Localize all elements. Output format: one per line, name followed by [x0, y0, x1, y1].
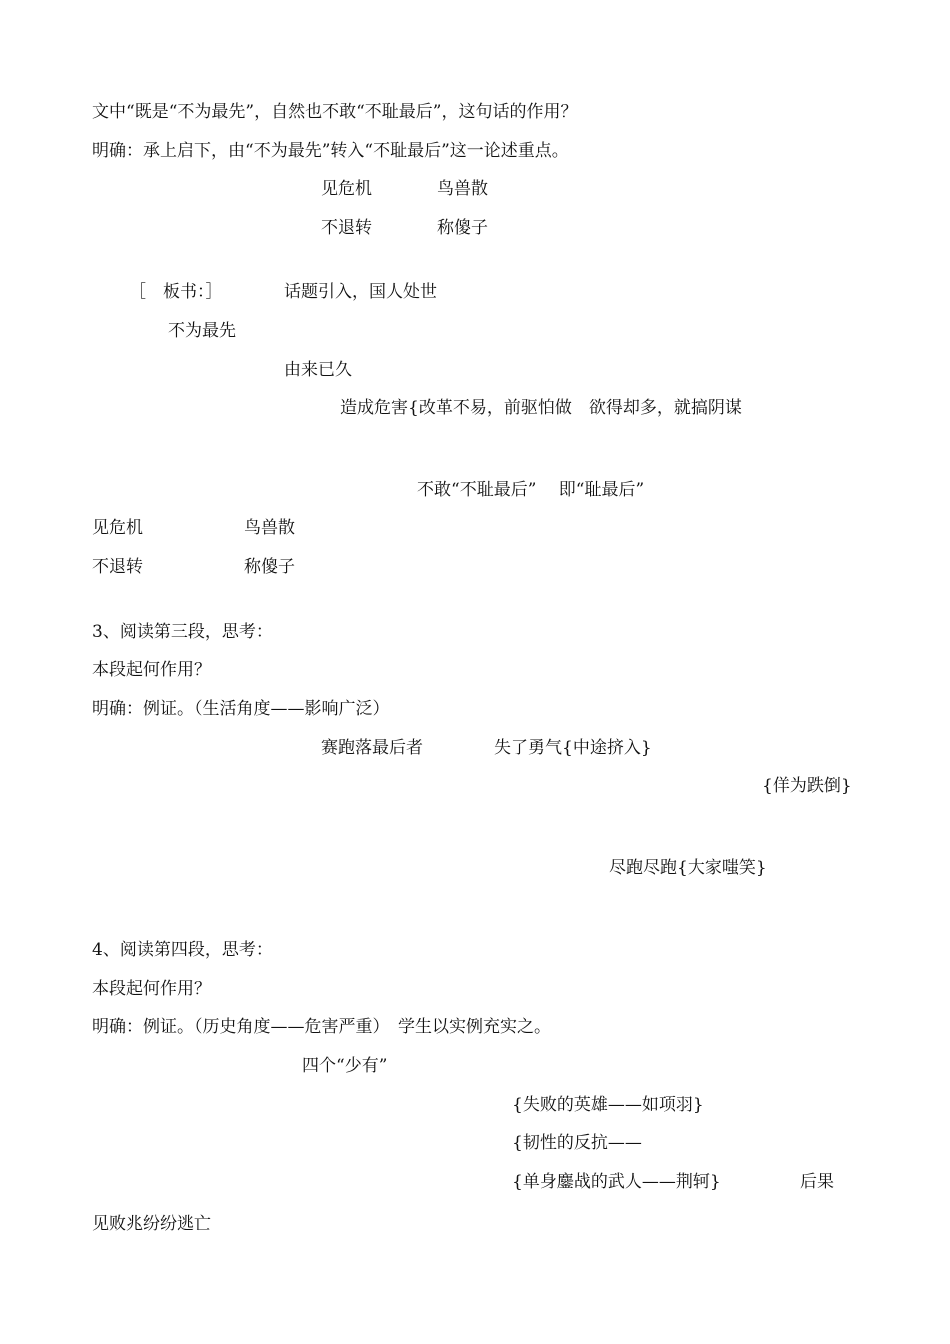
- board-text: 尽跑尽跑{大家嗤笑}: [609, 858, 767, 878]
- board-text: 话题引入，国人处世: [284, 282, 437, 302]
- section-heading: 3、阅读第三段，思考：: [92, 622, 273, 642]
- board-text: 后果: [800, 1172, 834, 1192]
- diagram-label: 不退转: [92, 557, 143, 577]
- board-text: 失了勇气{中途挤入}: [494, 738, 652, 758]
- board-text: 赛跑落最后者: [321, 738, 423, 758]
- board-text: 不为最先: [168, 321, 236, 341]
- board-text: {韧性的反抗——: [512, 1133, 642, 1153]
- board-text: 造成危害{改革不易，前驱怕做 欲得却多，就搞阴谋: [340, 398, 742, 418]
- diagram-label: 鸟兽散: [244, 518, 295, 538]
- diagram-label: 称傻子: [244, 557, 295, 577]
- question-text-line: 文中“既是“不为最先”，自然也不敢“不耻最后”，这句话的作用？: [92, 102, 578, 122]
- answer-text-line: 明确：例证。（生活角度——影响广泛）: [92, 699, 390, 719]
- diagram-label: 称傻子: [437, 218, 488, 238]
- board-text: {失败的英雄——如项羽}: [512, 1095, 704, 1115]
- diagram-label: 见危机: [321, 179, 372, 199]
- question-text-line: 本段起何作用？: [92, 660, 211, 680]
- answer-text-line: 明确：承上启下，由“不为最先”转入“不耻最后”这一论述重点。: [92, 141, 569, 161]
- board-text: 四个“少有”: [302, 1056, 388, 1076]
- answer-text-line: 明确：例证。（历史角度——危害严重） 学生以实例充实之。: [92, 1017, 551, 1037]
- diagram-label: 不退转: [321, 218, 372, 238]
- board-text: 由来已久: [284, 360, 352, 380]
- question-text-line: 本段起何作用？: [92, 979, 211, 999]
- board-text: 不敢“不耻最后” 即“耻最后”: [417, 480, 645, 500]
- board-text: 见败兆纷纷逃亡: [92, 1214, 211, 1234]
- board-text: {佯为跌倒}: [762, 776, 852, 796]
- board-heading: ［ 板书：］: [129, 282, 223, 302]
- board-text: {单身鏖战的武人——荆轲}: [512, 1172, 721, 1192]
- section-heading: 4、阅读第四段，思考：: [92, 940, 273, 960]
- diagram-label: 鸟兽散: [437, 179, 488, 199]
- diagram-label: 见危机: [92, 518, 143, 538]
